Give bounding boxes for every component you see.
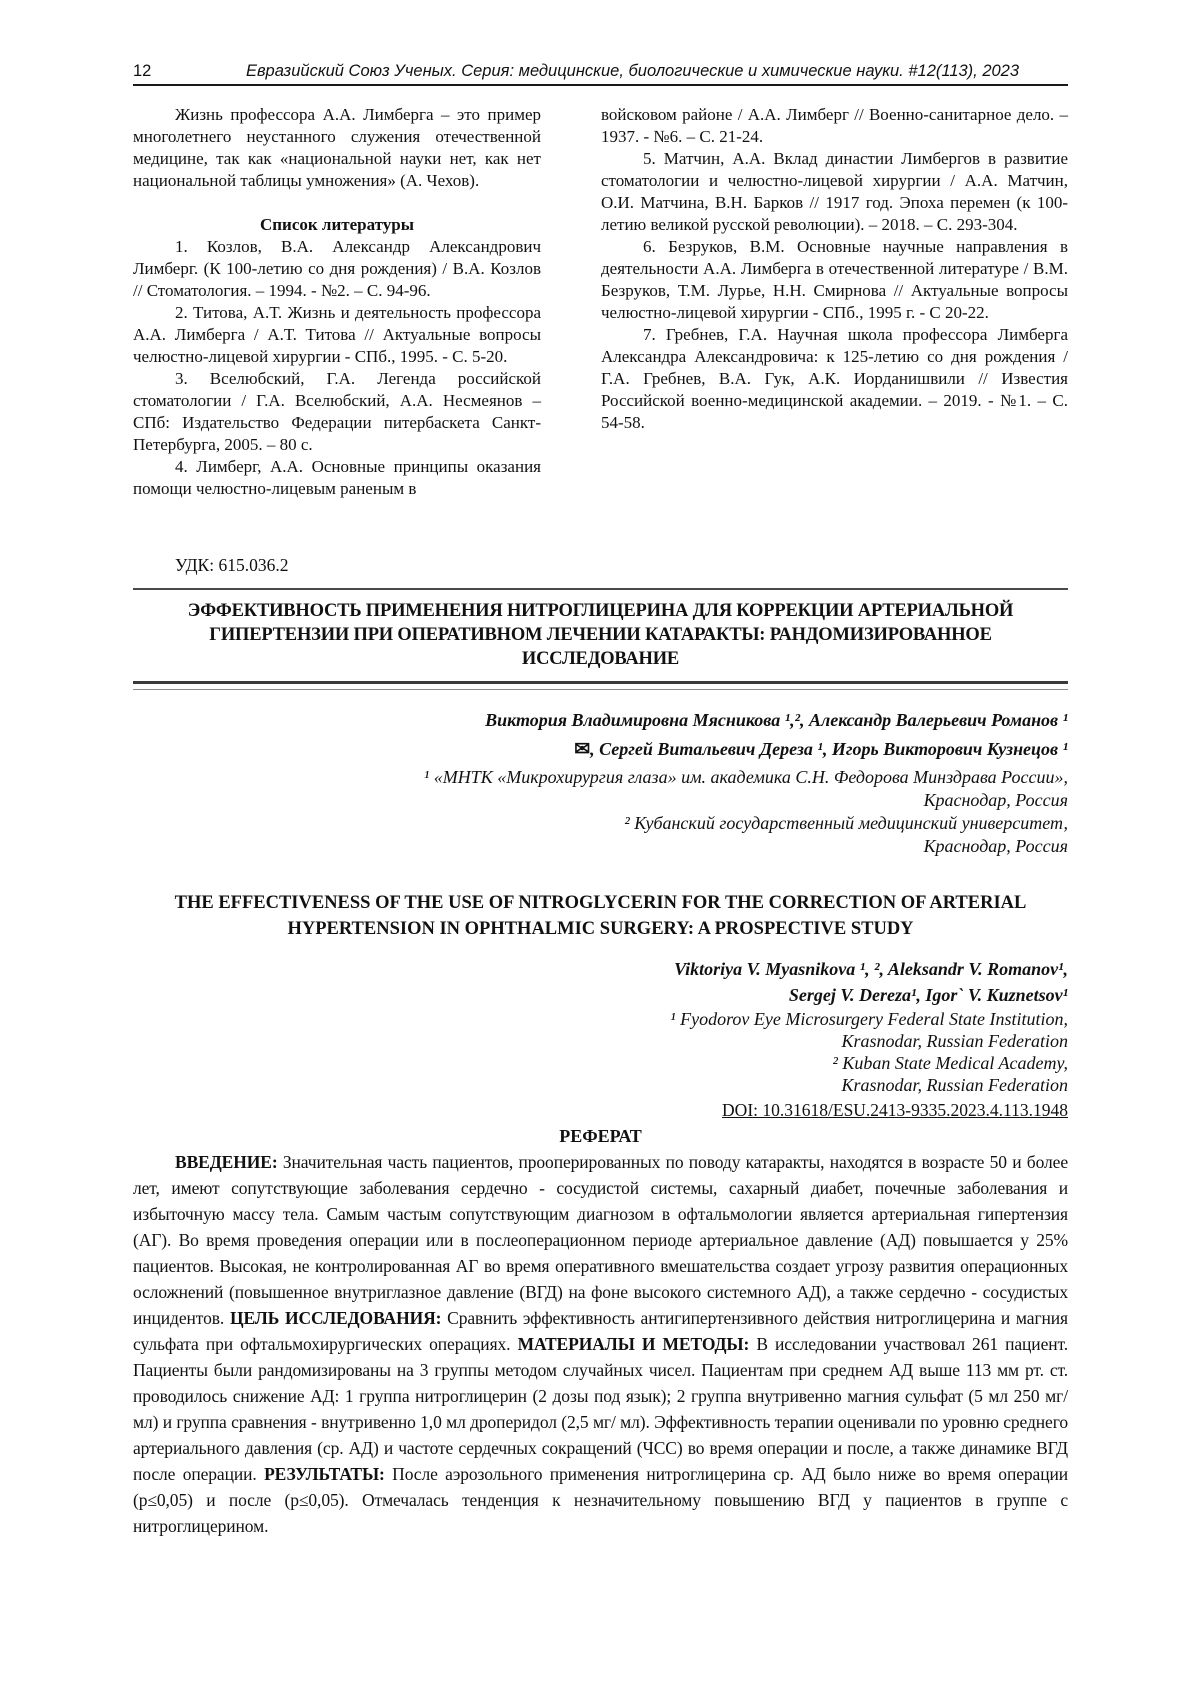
authors-en-line1: Viktoriya V. Myasnikova ¹, ², Aleksandr V. Romanov¹,	[674, 959, 1068, 979]
doi-link[interactable]: DOI: 10.31618/ESU.2413-9335.2023.4.113.1948	[722, 1100, 1068, 1120]
abstract-section-label: МАТЕРИАЛЫ И МЕТОДЫ:	[517, 1334, 750, 1354]
journal-title: Евразийский Союз Ученых. Серия: медицинские, биологические и химические науки. #12(113), 2023	[245, 62, 1020, 80]
abstract-section-text: После аэрозольного применения нитроглицерина ср. АД было ниже во время операции (p≤0,05) и после (p≤0,05). Отмечалась тенденция к незначительному повышению ВГД у пациентов в группе с нитроглицерином.	[133, 1464, 1068, 1536]
right-column	[601, 104, 1068, 500]
doi-line	[133, 1098, 1068, 1122]
affiliation-line: Krasnodar, Russian Federation	[841, 1075, 1068, 1095]
affiliation-line: ² Kuban State Medical Academy,	[832, 1053, 1068, 1073]
authors-ru-line1: Виктория Владимировна Мясникова ¹,², Александр Валерьевич Романов ¹	[485, 710, 1068, 730]
abstract-heading: РЕФЕРАТ	[559, 1126, 642, 1146]
reference-continuation: войсковом районе / А.А. Лимберг // Военно-санитарное дело. – 1937. - №6. – С. 21-24.	[601, 105, 1068, 146]
authors-en	[133, 956, 1068, 1008]
reference-item: 2. Титова, А.Т. Жизнь и деятельность профессора А.А. Лимберга / А.Т. Титова // Актуальные вопросы челюстно-лицевой хирургии - СПб., 1995. - С. 5-20.	[133, 303, 541, 366]
abstract-section-label: ЦЕЛЬ ИССЛЕДОВАНИЯ:	[229, 1308, 442, 1328]
affiliations-ru	[133, 766, 1068, 858]
authors-ru-line2	[133, 735, 1068, 764]
affiliation-line: ¹ «МНТК «Микрохирургия глаза» им. академика С.Н. Федорова Минздрава России»,	[423, 767, 1068, 787]
abstract-section-text: В исследовании участвовал 261 пациент. Пациенты были рандомизированы на 3 группы методом случайных чисел. Пациентам при среднем АД выше 113 мм рт. ст. проводилось снижение АД: 1 группа нитроглицерин (2 дозы под язык); 2 группа внутривенно магния сульфат (5 мл 250 мг/мл) и группа сравнения - внутривенно 1,0 мл дроперидол (2,5 мг/ мл). Эффективность терапии оценивали по уровню среднего артериального давления (ср. АД) и частоте сердечных сокращений (ЧСС) во время операции и после, а также динамике ВГД после операции.	[133, 1334, 1069, 1484]
reference-item: 5. Матчин, А.А. Вклад династии Лимбергов в развитие стоматологии и челюстно-лицевой хирургии / А.А. Матчин, О.И. Матчина, В.Н. Барков // 1917 год. Эпоха перемен (к 100-летию великой русской революции). – 2018. – С. 293-304.	[601, 149, 1068, 234]
udc-code: УДК: 615.036.2	[175, 555, 289, 575]
article-title-ru: ЭФФЕКТИВНОСТЬ ПРИМЕНЕНИЯ НИТРОГЛИЦЕРИНА ДЛЯ КОРРЕКЦИИ АРТЕРИАЛЬНОЙ ГИПЕРТЕНЗИИ ПРИ ОПЕРАТИВНОМ ЛЕЧЕНИИ КАТАРАКТЫ: РАНДОМИЗИРОВАННОЕ ИССЛЕДОВАНИЕ	[133, 588, 1068, 684]
abstract-section-label: РЕЗУЛЬТАТЫ:	[264, 1464, 385, 1484]
envelope-icon: ✉	[574, 739, 591, 760]
affiliation-line: Krasnodar, Russian Federation	[841, 1031, 1068, 1051]
reference-item: 1. Козлов, В.А. Александр Александрович Лимберг. (К 100-летию со дня рождения) / В.А. Козлов // Стоматология. – 1994. - №2. – С. 94-96.	[133, 237, 541, 300]
reference-item: 3. Вселюбский, Г.А. Легенда российской стоматологии / Г.А. Вселюбский, А.А. Несмеянов – СПб: Издательство Федерации питербаскета Санкт-Петербурга, 2005. – 80 с.	[133, 369, 541, 454]
left-column	[133, 104, 541, 500]
abstract-section-text: Значительная часть пациентов, прооперированных по поводу катаракты, находятся в возрасте 50 и более лет, имеют сопутствующие заболевания сердечно - сосудистой системы, сахарный диабет, почечные заболевания и избыточную массу тела. Самым частым сопутствующим диагнозом в офтальмологии является артериальная гипертензия (АГ). Во время проведения операции или в послеоперационном периоде артериальное давление (АД) повышается у 25% пациентов. Высокая, не контролированная АГ во время оперативного вмешательства создает угрозу развития операционных осложнений (повышенное внутриглазное давление (ВГД) на фоне высокого системного АД), а также сердечно - сосудистых инцидентов.	[133, 1152, 1068, 1328]
abstract-section-label: ВВЕДЕНИЕ:	[175, 1152, 278, 1172]
running-header	[133, 62, 1068, 86]
reference-columns	[133, 104, 1068, 500]
affiliation-line: ¹ Fyodorov Eye Microsurgery Federal State Institution,	[670, 1009, 1068, 1029]
authors-en-line2: Sergej V. Dereza¹, Igor` V. Kuznetsov¹	[788, 985, 1068, 1005]
affiliation-line: ² Кубанский государственный медицинский университет,	[624, 813, 1068, 833]
title-divider	[133, 689, 1068, 690]
affiliation-line: Краснодар, Россия	[923, 836, 1068, 856]
reference-item: 6. Безруков, В.М. Основные научные направления в деятельности А.А. Лимберга в отечественной литературе / В.М. Безруков, Т.М. Лурье, Н.Н. Смирнова // Актуальные вопросы челюстно-лицевой хирургии - СПб., 1995 г. - С 20-22.	[601, 237, 1068, 322]
intro-paragraph: Жизнь профессора А.А. Лимберга – это пример многолетнего неустанного служения отечественной медицине, так как «национальной науки нет, как нет национальной таблицы умножения» (А. Чехов).	[133, 105, 541, 190]
abstract-paragraph	[133, 1149, 1068, 1539]
authors-ru	[133, 706, 1068, 764]
abstract-section-text: Сравнить эффективность антигипертензивного действия нитроглицерина и магния сульфата при офтальмохирургических операциях.	[133, 1308, 1069, 1354]
affiliations-en	[133, 1008, 1068, 1096]
authors-ru-line2-text: , Сергей Витальевич Дереза ¹, Игорь Викторович Кузнецов ¹	[590, 739, 1068, 759]
column-gap	[541, 104, 601, 500]
page-number: 12	[133, 62, 152, 80]
article-title-en: THE EFFECTIVENESS OF THE USE OF NITROGLYCERIN FOR THE CORRECTION OF ARTERIAL HYPERTENSION IN OPHTHALMIC SURGERY: A PROSPECTIVE STUDY	[174, 893, 1027, 939]
reference-item: 7. Гребнев, Г.А. Научная школа профессора Лимберга Александра Александровича: к 125-летию со дня рождения / Г.А. Гребнев, В.А. Гук, А.К. Иорданишвили // Известия Российской военно-медицинской академии. – 2019. - №1. – С. 54-58.	[601, 325, 1068, 432]
references-heading: Список литературы	[259, 215, 415, 234]
reference-item: 4. Лимберг, А.А. Основные принципы оказания помощи челюстно-лицевым раненым в	[133, 457, 541, 498]
affiliation-line: Краснодар, Россия	[923, 790, 1068, 810]
